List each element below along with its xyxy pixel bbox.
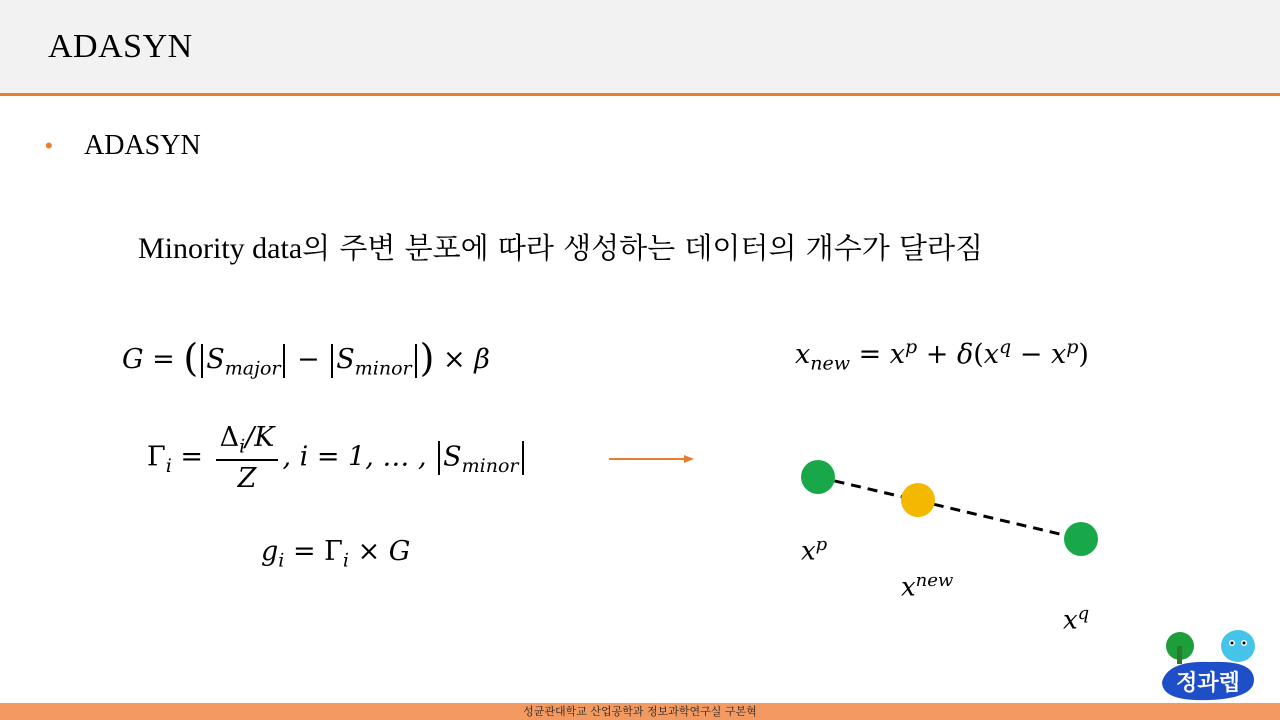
statement-latin: Minority data	[138, 232, 303, 265]
logo-text: 정과렙	[1176, 671, 1240, 696]
point-xp	[801, 460, 835, 494]
footer-bar	[0, 703, 1280, 720]
eq-g-symbol: g	[261, 536, 279, 567]
label-xnew: $x^{new}$	[901, 570, 954, 603]
equation-x-new: $x_{new} = x^p + \delta(x^q - x^p)$	[795, 336, 1089, 375]
eq-frac-den: Z	[237, 463, 257, 495]
eq-G-symbol: G	[122, 344, 144, 375]
eq-range: , i = 1, … ,	[282, 441, 436, 473]
label-xq: $x^q$	[1063, 603, 1090, 636]
eq-fraction: $\frac{\Delta_i/K}{Z}$	[216, 422, 279, 494]
bullet-marker: •	[45, 133, 53, 158]
eq-S-major-subscript: major	[224, 357, 281, 380]
slide-title: ADASYN	[48, 28, 193, 65]
eq-beta: β	[474, 344, 490, 375]
eq-Gamma-symbol: Γ	[147, 441, 166, 473]
point-xnew	[901, 483, 935, 517]
label-xp: $x^p$	[801, 534, 828, 567]
statement-korean: 의 주변 분포에 따라 생성하는 데이터의 개수가 달라짐	[302, 231, 983, 265]
eq-delta: δ	[956, 339, 974, 370]
lab-logo	[1158, 624, 1262, 702]
eq-frac-num-tail: /K	[245, 422, 275, 453]
arrow-head	[684, 455, 694, 463]
eq-Delta: Δ	[219, 422, 240, 453]
point-xq	[1064, 522, 1098, 556]
eq-Gamma-index: i	[165, 455, 172, 478]
equation-G: G = ( $S_{major} - S_{minor}$ ) × β	[122, 336, 490, 380]
footer-text: 성균관대학교 산업공학과 정보과학연구실 구본혁	[523, 705, 757, 718]
eq-x-new-subscript: new	[810, 352, 850, 375]
equation-g: $g_i = \Gamma_i \times G$	[261, 536, 411, 572]
equation-Gamma: $\Gamma_i$ = $\frac{\Delta_i/K}{Z}$ , i = 1, … , $S_{minor}$	[147, 422, 527, 494]
dashed-connector	[818, 477, 1081, 539]
bullet-text: ADASYN	[84, 130, 201, 161]
eq-S-minor-subscript: minor	[354, 357, 412, 380]
